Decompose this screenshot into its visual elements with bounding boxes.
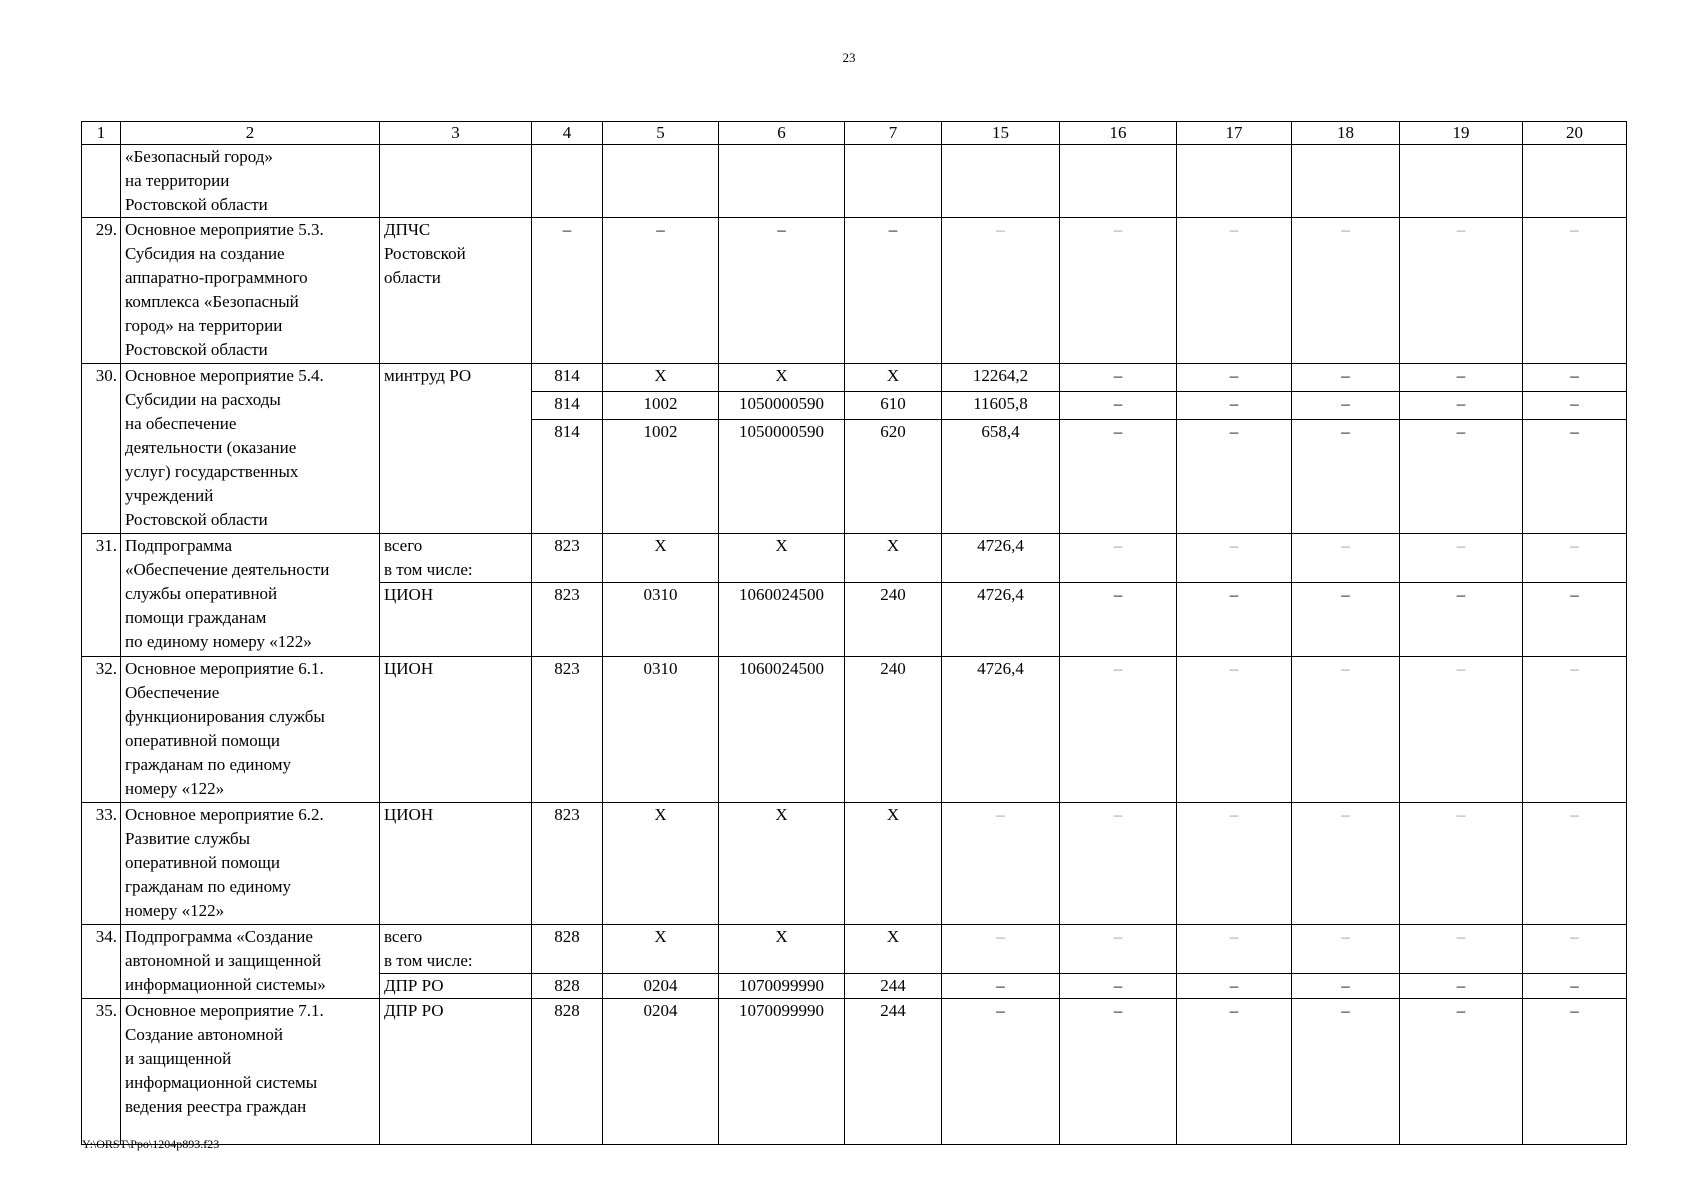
code-grbs: 823 bbox=[532, 583, 603, 657]
code-vr: Х bbox=[845, 803, 942, 925]
event-name: Основное мероприятие 5.3. Субсидия на создание аппаратно-программного комплекса «Безопасный город» на территории Ростовской области bbox=[121, 218, 380, 364]
expense-value: – bbox=[1523, 999, 1627, 1145]
expense-value: 12264,2 bbox=[942, 364, 1060, 392]
header-cell: 1 bbox=[82, 122, 121, 145]
code-grbs: 814 bbox=[532, 392, 603, 420]
expense-value: – bbox=[942, 999, 1060, 1145]
expense-value: – bbox=[1177, 999, 1292, 1145]
expense-value: – bbox=[1523, 583, 1627, 657]
expense-value: – bbox=[1400, 803, 1523, 925]
expense-value: – bbox=[1177, 657, 1292, 803]
expense-value bbox=[1292, 145, 1400, 218]
table-row bbox=[82, 925, 1627, 974]
expense-value: – bbox=[1177, 974, 1292, 999]
code-csr: Х bbox=[719, 534, 845, 583]
event-name: Основное мероприятие 5.4. Субсидии на расходы на обеспечение деятельности (оказание услуг) государственных учреждений Ростовской области bbox=[121, 364, 380, 534]
code-csr: 1060024500 bbox=[719, 583, 845, 657]
expense-value: – bbox=[1060, 657, 1177, 803]
expense-value: – bbox=[1292, 218, 1400, 364]
code-rzpr: Х bbox=[603, 925, 719, 974]
expense-value: – bbox=[1177, 420, 1292, 534]
row-number: 31. bbox=[82, 534, 121, 657]
expense-value: – bbox=[1400, 999, 1523, 1145]
code-grbs: 823 bbox=[532, 657, 603, 803]
file-path-footer: Y:\ORST\Ppo\1204p893.f23 bbox=[82, 1137, 220, 1151]
executor: ЦИОН bbox=[380, 657, 532, 803]
expense-value: 4726,4 bbox=[942, 657, 1060, 803]
code-rzpr: 0310 bbox=[603, 583, 719, 657]
expense-value: – bbox=[1400, 925, 1523, 974]
code-vr: 244 bbox=[845, 974, 942, 999]
expense-value: – bbox=[1060, 999, 1177, 1145]
code-grbs: 823 bbox=[532, 803, 603, 925]
code-vr: Х bbox=[845, 364, 942, 392]
expense-value: – bbox=[1523, 974, 1627, 999]
expense-value: – bbox=[1177, 925, 1292, 974]
table-row bbox=[82, 218, 1627, 364]
expense-value: – bbox=[1292, 974, 1400, 999]
page-number: 23 bbox=[842, 50, 856, 65]
event-name: Основное мероприятие 7.1. Создание автономной и защищенной информационной системы ведения реестра граждан bbox=[121, 999, 380, 1145]
expense-value bbox=[1400, 145, 1523, 218]
expense-value: – bbox=[1523, 364, 1627, 392]
expense-value: – bbox=[1292, 534, 1400, 583]
expense-value: – bbox=[1523, 657, 1627, 803]
code-vr bbox=[845, 145, 942, 218]
header-cell: 5 bbox=[603, 122, 719, 145]
row-number: 34. bbox=[82, 925, 121, 999]
row-number: 33. bbox=[82, 803, 121, 925]
expense-value: – bbox=[1060, 364, 1177, 392]
expense-value: – bbox=[1523, 803, 1627, 925]
expense-value: – bbox=[1400, 420, 1523, 534]
expense-value: – bbox=[942, 925, 1060, 974]
expense-value: – bbox=[1060, 218, 1177, 364]
header-cell: 3 bbox=[380, 122, 532, 145]
event-name: «Безопасный город» на территории Ростовской области bbox=[121, 145, 380, 218]
expense-value bbox=[942, 145, 1060, 218]
expense-value: – bbox=[1060, 583, 1177, 657]
table-row bbox=[82, 803, 1627, 925]
expense-value: – bbox=[1060, 925, 1177, 974]
expense-value: – bbox=[1177, 364, 1292, 392]
code-vr: – bbox=[845, 218, 942, 364]
code-csr: Х bbox=[719, 364, 845, 392]
code-csr: 1070099990 bbox=[719, 974, 845, 999]
code-rzpr bbox=[603, 145, 719, 218]
executor: ДПР РО bbox=[380, 974, 532, 999]
code-csr: Х bbox=[719, 803, 845, 925]
expense-value: 4726,4 bbox=[942, 583, 1060, 657]
expense-value: – bbox=[1523, 534, 1627, 583]
expense-value: – bbox=[1177, 583, 1292, 657]
header-cell: 17 bbox=[1177, 122, 1292, 145]
code-rzpr: – bbox=[603, 218, 719, 364]
code-rzpr: Х bbox=[603, 534, 719, 583]
code-grbs: 828 bbox=[532, 999, 603, 1145]
code-csr: 1050000590 bbox=[719, 420, 845, 534]
event-name: Подпрограмма «Обеспечение деятельности службы оперативной помощи гражданам по единому номеру «122» bbox=[121, 534, 380, 657]
expense-value: – bbox=[1523, 420, 1627, 534]
code-csr: Х bbox=[719, 925, 845, 974]
executor: ДПР РО bbox=[380, 999, 532, 1145]
row-number: 30. bbox=[82, 364, 121, 534]
executor: минтруд РО bbox=[380, 364, 532, 534]
code-csr: – bbox=[719, 218, 845, 364]
expense-value: – bbox=[1400, 974, 1523, 999]
header-row bbox=[82, 122, 1627, 145]
code-rzpr: Х bbox=[603, 803, 719, 925]
header-cell: 19 bbox=[1400, 122, 1523, 145]
header-cell: 4 bbox=[532, 122, 603, 145]
code-vr: 610 bbox=[845, 392, 942, 420]
code-rzpr: 0310 bbox=[603, 657, 719, 803]
expense-value: – bbox=[1400, 534, 1523, 583]
code-rzpr: 0204 bbox=[603, 999, 719, 1145]
executor: ДПЧС Ростовской области bbox=[380, 218, 532, 364]
code-csr: 1050000590 bbox=[719, 392, 845, 420]
header-cell: 2 bbox=[121, 122, 380, 145]
code-grbs: 823 bbox=[532, 534, 603, 583]
executor: ЦИОН bbox=[380, 803, 532, 925]
expense-value: – bbox=[1292, 803, 1400, 925]
expense-value: – bbox=[1060, 534, 1177, 583]
code-csr bbox=[719, 145, 845, 218]
header-cell: 7 bbox=[845, 122, 942, 145]
event-name: Основное мероприятие 6.1. Обеспечение функционирования службы оперативной помощи гражданам по единому номеру «122» bbox=[121, 657, 380, 803]
code-grbs: 814 bbox=[532, 420, 603, 534]
expense-value: – bbox=[1400, 392, 1523, 420]
table-row bbox=[82, 534, 1627, 583]
table-row bbox=[82, 145, 1627, 218]
code-vr: Х bbox=[845, 925, 942, 974]
code-rzpr: Х bbox=[603, 364, 719, 392]
row-number: 29. bbox=[82, 218, 121, 364]
expense-value: – bbox=[1292, 364, 1400, 392]
expense-value bbox=[1523, 145, 1627, 218]
expense-value: – bbox=[1060, 974, 1177, 999]
table-row bbox=[82, 999, 1627, 1145]
expense-value: – bbox=[1523, 218, 1627, 364]
expense-value: – bbox=[1400, 657, 1523, 803]
expense-value: – bbox=[1292, 999, 1400, 1145]
code-rzpr: 1002 bbox=[603, 420, 719, 534]
expense-value: – bbox=[1523, 925, 1627, 974]
code-grbs: – bbox=[532, 218, 603, 364]
header-cell: 6 bbox=[719, 122, 845, 145]
code-vr: 240 bbox=[845, 657, 942, 803]
row-number: 32. bbox=[82, 657, 121, 803]
expense-value bbox=[1177, 145, 1292, 218]
expense-value: – bbox=[1060, 392, 1177, 420]
code-vr: Х bbox=[845, 534, 942, 583]
header-cell: 20 bbox=[1523, 122, 1627, 145]
expense-value: – bbox=[1177, 218, 1292, 364]
expense-value: – bbox=[1177, 803, 1292, 925]
header-cell: 16 bbox=[1060, 122, 1177, 145]
expense-value bbox=[1060, 145, 1177, 218]
expense-value: – bbox=[1292, 392, 1400, 420]
expense-value: – bbox=[1400, 583, 1523, 657]
budget-table bbox=[81, 121, 1627, 1145]
expense-value: – bbox=[1400, 218, 1523, 364]
code-vr: 240 bbox=[845, 583, 942, 657]
expense-value: – bbox=[1060, 803, 1177, 925]
expense-value: – bbox=[1292, 583, 1400, 657]
expense-value: – bbox=[1292, 420, 1400, 534]
event-name: Основное мероприятие 6.2. Развитие службы оперативной помощи гражданам по единому номеру «122» bbox=[121, 803, 380, 925]
executor bbox=[380, 145, 532, 218]
expense-value: – bbox=[1177, 392, 1292, 420]
expense-value: – bbox=[1177, 534, 1292, 583]
code-rzpr: 0204 bbox=[603, 974, 719, 999]
code-grbs: 828 bbox=[532, 974, 603, 999]
expense-value: – bbox=[1060, 420, 1177, 534]
executor: всего в том числе: bbox=[380, 925, 532, 974]
event-name: Подпрограмма «Создание автономной и защищенной информационной системы» bbox=[121, 925, 380, 999]
code-grbs: 814 bbox=[532, 364, 603, 392]
row-number: 35. bbox=[82, 999, 121, 1145]
expense-value: – bbox=[1292, 925, 1400, 974]
code-csr: 1070099990 bbox=[719, 999, 845, 1145]
table-row bbox=[82, 657, 1627, 803]
executor: всего в том числе: bbox=[380, 534, 532, 583]
expense-value: 658,4 bbox=[942, 420, 1060, 534]
expense-value: – bbox=[942, 218, 1060, 364]
expense-value: 4726,4 bbox=[942, 534, 1060, 583]
expense-value: – bbox=[1523, 392, 1627, 420]
code-vr: 244 bbox=[845, 999, 942, 1145]
header-cell: 15 bbox=[942, 122, 1060, 145]
table-row bbox=[82, 364, 1627, 392]
row-number bbox=[82, 145, 121, 218]
expense-value: – bbox=[942, 803, 1060, 925]
expense-value: – bbox=[1400, 364, 1523, 392]
code-vr: 620 bbox=[845, 420, 942, 534]
code-grbs: 828 bbox=[532, 925, 603, 974]
executor: ЦИОН bbox=[380, 583, 532, 657]
code-csr: 1060024500 bbox=[719, 657, 845, 803]
header-cell: 18 bbox=[1292, 122, 1400, 145]
expense-value: 11605,8 bbox=[942, 392, 1060, 420]
code-rzpr: 1002 bbox=[603, 392, 719, 420]
expense-value: – bbox=[1292, 657, 1400, 803]
code-grbs bbox=[532, 145, 603, 218]
expense-value: – bbox=[942, 974, 1060, 999]
